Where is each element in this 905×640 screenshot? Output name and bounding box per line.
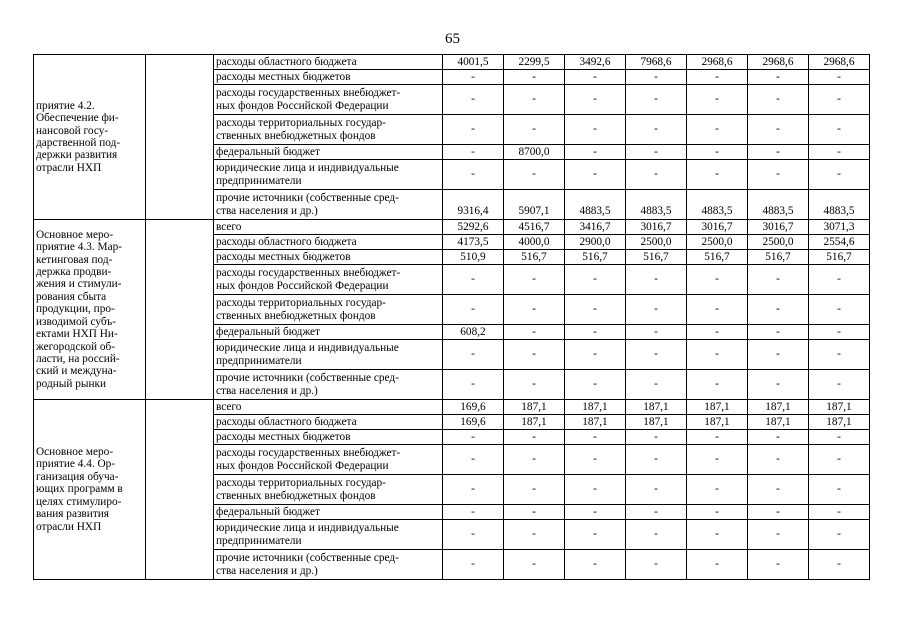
amount-cell: - [748,265,809,295]
amount-cell: - [748,70,809,85]
amount-cell: 4516,7 [504,220,565,235]
amount-cell: - [504,160,565,190]
measure-name-line: ганизация обуча- [36,470,119,483]
amount-cell: - [626,145,687,160]
amount-cell: 4000,0 [504,235,565,250]
amount-cell: - [626,85,687,115]
funding-source-line: ственных внебюджетных фондов [216,309,376,322]
amount-cell: - [443,85,504,115]
funding-source-line: расходы территориальных государ- [216,297,386,310]
amount-cell: 4883,5 [565,190,626,220]
amount-cell: - [443,295,504,325]
funding-source-line: федеральный бюджет [216,325,320,338]
amount-cell: - [565,85,626,115]
funding-table [33,54,870,580]
amount-cell: - [504,115,565,145]
amount-cell: - [748,85,809,115]
measure-name-line: приятие 4.4. Ор- [36,458,116,471]
amount-cell: 2500,0 [626,235,687,250]
measure-name-cell [34,400,146,580]
amount-cell: - [809,70,870,85]
amount-cell: - [809,430,870,445]
funding-source-line: расходы территориальных государ- [216,117,386,130]
funding-source-cell [214,250,443,265]
amount-cell: - [443,340,504,370]
amount-cell: - [809,340,870,370]
amount-cell: - [748,370,809,400]
amount-cell: 187,1 [748,400,809,415]
measure-name-line: приятие 4.2. [36,99,95,112]
amount-cell: - [504,340,565,370]
amount-cell: - [626,475,687,505]
amount-cell: - [443,145,504,160]
amount-cell: - [809,550,870,580]
amount-cell: - [748,295,809,325]
amount-cell: - [626,550,687,580]
amount-cell: 4883,5 [748,190,809,220]
funding-source-line: расходы местных бюджетов [216,70,351,83]
amount-cell: 187,1 [687,415,748,430]
funding-source-cell [214,475,443,505]
funding-source-line: предприниматели [216,534,302,547]
amount-cell: - [687,550,748,580]
funding-source-line: ных фондов Российской Федерации [216,99,389,112]
amount-cell: - [504,325,565,340]
empty-cell [146,55,214,220]
amount-cell: 2500,0 [748,235,809,250]
funding-source-cell [214,550,443,580]
amount-cell: 2968,6 [809,55,870,70]
funding-source-cell [214,145,443,160]
amount-cell: 5907,1 [504,190,565,220]
funding-source-cell [214,85,443,115]
amount-cell: 608,2 [443,325,504,340]
amount-cell: 2968,6 [687,55,748,70]
amount-cell: - [748,160,809,190]
measure-name-line: Основное меро- [36,228,114,241]
amount-cell: 187,1 [504,400,565,415]
funding-source-line: ственных внебюджетных фондов [216,129,376,142]
amount-cell: - [565,70,626,85]
amount-cell: - [748,145,809,160]
amount-cell: - [443,430,504,445]
amount-cell: - [748,550,809,580]
measure-name-line: отрасли НХП [36,520,102,533]
amount-cell: - [626,295,687,325]
amount-cell: - [504,85,565,115]
measure-name-line: ектами НХП Ни- [36,328,118,341]
funding-source-cell [214,160,443,190]
funding-source-line: ства населения и др.) [216,384,318,397]
amount-cell: - [626,370,687,400]
measure-name-line: родный рынки [36,377,107,390]
amount-cell: - [748,115,809,145]
amount-cell: - [443,115,504,145]
amount-cell: - [809,295,870,325]
funding-source-line: всего [216,220,242,233]
amount-cell: - [565,505,626,520]
funding-source-line: юридические лица и индивидуальные [216,342,399,355]
measure-name-line: Обеспечение фи- [36,112,119,125]
amount-cell: 7968,6 [626,55,687,70]
amount-cell: 516,7 [687,250,748,265]
amount-cell: 516,7 [809,250,870,265]
funding-source-line: расходы местных бюджетов [216,250,351,263]
amount-cell: - [443,475,504,505]
amount-cell: - [565,295,626,325]
amount-cell: - [504,445,565,475]
funding-source-line: ных фондов Российской Федерации [216,459,389,472]
amount-cell: - [504,430,565,445]
funding-source-cell [214,220,443,235]
amount-cell: - [687,430,748,445]
amount-cell: - [626,115,687,145]
funding-source-line: расходы местных бюджетов [216,430,351,443]
amount-cell: 4883,5 [687,190,748,220]
amount-cell: - [565,265,626,295]
measure-name-line: рования сбыта [36,290,107,303]
funding-source-cell [214,520,443,550]
amount-cell: 187,1 [626,415,687,430]
funding-source-line: юридические лица и индивидуальные [216,522,399,535]
amount-cell: - [443,265,504,295]
amount-cell: - [687,85,748,115]
amount-cell: - [443,70,504,85]
amount-cell: - [748,520,809,550]
measure-name-line: нансовой госу- [36,124,109,137]
funding-source-line: расходы областного бюджета [216,415,357,428]
funding-source-cell [214,295,443,325]
amount-cell: - [626,340,687,370]
funding-source-line: прочие источники (собственные сред- [216,372,399,385]
amount-cell: 3071,3 [809,220,870,235]
funding-source-line: всего [216,400,242,413]
amount-cell: - [809,145,870,160]
measure-name-line: вания развития [36,508,109,521]
amount-cell: - [809,160,870,190]
amount-cell: - [565,550,626,580]
amount-cell: - [809,520,870,550]
amount-cell: - [443,160,504,190]
funding-source-cell [214,55,443,70]
amount-cell: - [748,505,809,520]
amount-cell: - [748,445,809,475]
funding-source-line: ства населения и др.) [216,204,318,217]
amount-cell: - [809,115,870,145]
amount-cell: - [748,475,809,505]
amount-cell: - [687,145,748,160]
amount-cell: - [443,550,504,580]
amount-cell: - [504,265,565,295]
amount-cell: - [504,505,565,520]
amount-cell: 4883,5 [626,190,687,220]
funding-source-line: юридические лица и индивидуальные [216,162,399,175]
amount-cell: - [626,430,687,445]
measure-name-line: целях стимулиро- [36,495,122,508]
funding-source-cell [214,505,443,520]
measure-name-cell [34,55,146,220]
funding-source-line: прочие источники (собственные сред- [216,552,399,565]
funding-source-cell [214,265,443,295]
amount-cell: - [626,445,687,475]
amount-cell: - [565,520,626,550]
amount-cell: - [687,475,748,505]
funding-source-cell [214,430,443,445]
funding-source-cell [214,70,443,85]
funding-source-line: предприниматели [216,174,302,187]
page-number: 65 [445,31,460,47]
amount-cell: - [687,325,748,340]
measure-name-line: держка продви- [36,266,112,279]
amount-cell: 3016,7 [626,220,687,235]
amount-cell: 4001,5 [443,55,504,70]
empty-cell [146,400,214,580]
amount-cell: - [687,265,748,295]
measure-name-line: Основное меро- [36,446,114,459]
measure-name-line: ский и междуна- [36,365,117,378]
table-row [34,220,870,235]
measure-name-line: жения и стимули- [36,278,122,291]
empty-cell [146,220,214,400]
amount-cell: - [687,115,748,145]
amount-cell: - [443,520,504,550]
measure-name-line: ющих программ в [36,483,123,496]
funding-source-line: расходы областного бюджета [216,235,357,248]
amount-cell: 187,1 [748,415,809,430]
funding-source-cell [214,235,443,250]
amount-cell: - [687,295,748,325]
amount-cell: - [565,370,626,400]
amount-cell: 3016,7 [687,220,748,235]
amount-cell: - [504,370,565,400]
funding-source-line: расходы областного бюджета [216,55,357,68]
amount-cell: 187,1 [565,415,626,430]
amount-cell: - [504,520,565,550]
funding-source-line: ства населения и др.) [216,564,318,577]
table-row [34,55,870,70]
funding-source-cell [214,400,443,415]
amount-cell: - [565,340,626,370]
amount-cell: - [687,340,748,370]
amount-cell: 3416,7 [565,220,626,235]
amount-cell: - [565,145,626,160]
amount-cell: - [748,340,809,370]
amount-cell: - [504,550,565,580]
amount-cell: 187,1 [809,400,870,415]
amount-cell: - [565,445,626,475]
amount-cell: - [443,505,504,520]
funding-source-line: прочие источники (собственные сред- [216,192,399,205]
funding-source-cell [214,325,443,340]
amount-cell: - [626,520,687,550]
measure-name-line: жегородской об- [36,340,115,353]
amount-cell: - [626,325,687,340]
amount-cell: 2968,6 [748,55,809,70]
amount-cell: 2900,0 [565,235,626,250]
amount-cell: 9316,4 [443,190,504,220]
amount-cell: - [443,445,504,475]
amount-cell: 187,1 [565,400,626,415]
amount-cell: - [687,370,748,400]
amount-cell: 2554,6 [809,235,870,250]
funding-source-line: расходы государственных внебюджет- [216,87,401,100]
funding-source-line: расходы территориальных государ- [216,477,386,490]
funding-source-cell [214,340,443,370]
amount-cell: 2500,0 [687,235,748,250]
amount-cell: 516,7 [748,250,809,265]
amount-cell: 187,1 [626,400,687,415]
amount-cell: - [687,520,748,550]
amount-cell: - [809,85,870,115]
table-row [34,400,870,415]
amount-cell: - [748,430,809,445]
amount-cell: 187,1 [809,415,870,430]
amount-cell: 2299,5 [504,55,565,70]
amount-cell: - [626,505,687,520]
amount-cell: 4173,5 [443,235,504,250]
amount-cell: 516,7 [565,250,626,265]
amount-cell: - [626,70,687,85]
measure-name-line: приятие 4.3. Мар- [36,241,122,254]
funding-source-cell [214,370,443,400]
funding-source-cell [214,415,443,430]
amount-cell: - [687,160,748,190]
amount-cell: - [809,370,870,400]
amount-cell: - [504,295,565,325]
amount-cell: - [809,325,870,340]
measure-name-line: кетинговая под- [36,253,113,266]
amount-cell: 8700,0 [504,145,565,160]
amount-cell: 169,6 [443,400,504,415]
funding-source-line: расходы государственных внебюджет- [216,267,401,280]
funding-source-line: предприниматели [216,354,302,367]
measure-name-line: ласти, на россий- [36,352,120,365]
funding-source-line: ных фондов Российской Федерации [216,279,389,292]
funding-source-cell [214,445,443,475]
funding-source-cell [214,190,443,220]
amount-cell: - [504,70,565,85]
amount-cell: 187,1 [687,400,748,415]
funding-source-line: федеральный бюджет [216,145,320,158]
funding-source-line: ственных внебюджетных фондов [216,489,376,502]
amount-cell: 516,7 [504,250,565,265]
amount-cell: - [626,160,687,190]
amount-cell: - [504,475,565,505]
amount-cell: - [809,505,870,520]
amount-cell: - [565,160,626,190]
measure-name-line: отрасли НХП [36,161,102,174]
amount-cell: - [748,325,809,340]
amount-cell: - [809,265,870,295]
amount-cell: 5292,6 [443,220,504,235]
amount-cell: 516,7 [626,250,687,265]
measure-name-cell [34,220,146,400]
amount-cell: 4883,5 [809,190,870,220]
amount-cell: - [565,430,626,445]
funding-source-line: расходы государственных внебюджет- [216,447,401,460]
funding-source-cell [214,115,443,145]
amount-cell: - [565,475,626,505]
amount-cell: - [443,370,504,400]
amount-cell: 3492,6 [565,55,626,70]
amount-cell: - [809,475,870,505]
amount-cell: - [809,445,870,475]
amount-cell: 510,9 [443,250,504,265]
measure-name-line: дарственной под- [36,137,121,149]
measure-name-line: изводимой субъ- [36,315,116,328]
table-body [34,55,870,580]
funding-source-line: федеральный бюджет [216,505,320,518]
amount-cell: 187,1 [504,415,565,430]
measure-name-line: держки развития [36,149,118,162]
amount-cell: - [687,70,748,85]
amount-cell: - [687,445,748,475]
amount-cell: 3016,7 [748,220,809,235]
amount-cell: - [565,325,626,340]
amount-cell: - [687,505,748,520]
measure-name-line: продукции, про- [36,303,115,316]
amount-cell: 169,6 [443,415,504,430]
amount-cell: - [565,115,626,145]
amount-cell: - [626,265,687,295]
